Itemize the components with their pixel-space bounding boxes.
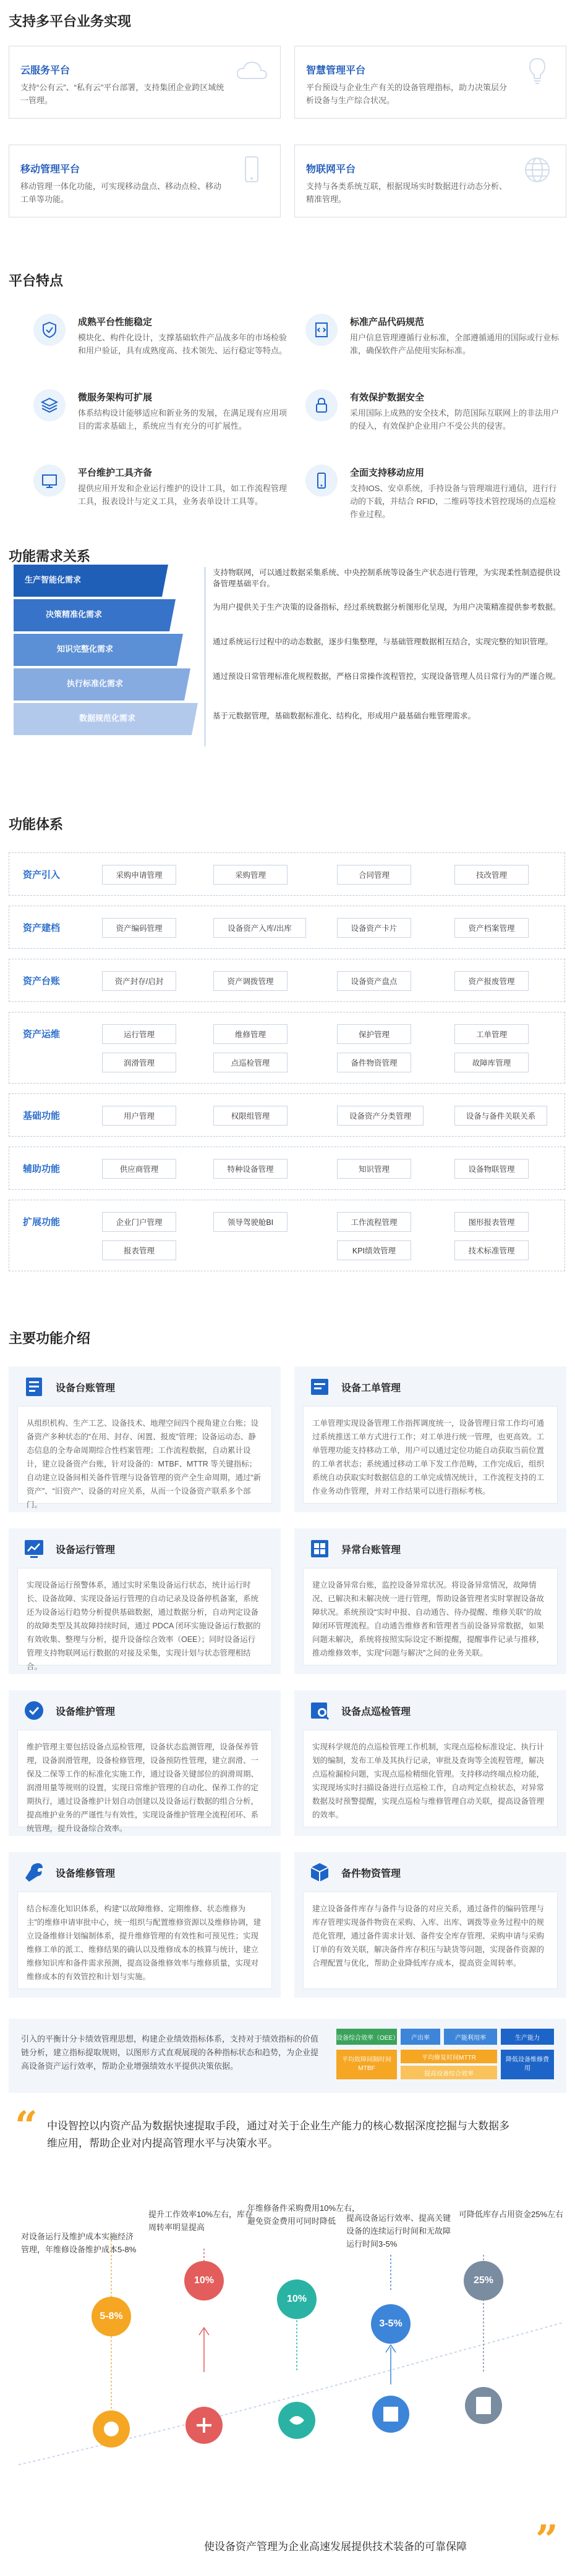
platform-card-title: 智慧管理平台 [306, 65, 366, 76]
workorder-icon [308, 1375, 331, 1399]
kpi-mtbf: 平均故障间隔时间MTBF [336, 2050, 397, 2079]
feature-desc: 模块化、构件化设计，支撑基础软件产品战多年的市场检验和用户验证，具有成熟度高、技术领先、运行稳定等特点。 [78, 333, 288, 355]
feature-item [305, 314, 571, 387]
system-row-label: 辅助功能 [23, 1164, 61, 1174]
stat-value: 10% [184, 2261, 224, 2300]
pyramid-divider [204, 567, 206, 746]
kpi-goal-cost: 降低设备维修费用 [501, 2050, 554, 2079]
system-item: 知识管理 [337, 1159, 411, 1179]
feature-title: 平台维护工具齐备 [78, 468, 153, 478]
bulb-icon [520, 56, 555, 86]
stat-value: 5-8% [92, 2297, 131, 2336]
platform-card-title: 云服务平台 [20, 65, 70, 76]
stat-desc: 可降低库存占用资金25%左右 [459, 2210, 564, 2219]
stat-desc: 年维修备件采购费用10%左右，避免资金费用可同时降低 [247, 2203, 360, 2226]
platform-card-iot [294, 145, 566, 217]
feature-item [33, 465, 299, 537]
function-card-desc: 建立设备异常台账，监控设备异常状况。将设备异常情况，故障情况、已解决和未解决统一进行管理，帮助设备管理者实时掌握设备故障状况。系统预设“实时申报、自动通告、待办提醒、维修关联”的故障闭环管理流程。自动通告维修者和管理者当前设备异常数据，如果问题未解决，系统将按照实际设定不断提醒，提醒事件记录与推移，推动维修效率，实现“问题与解决”之间的业务关联。 [303, 1568, 558, 1665]
system-item: 设备资产分类管理 [337, 1106, 424, 1126]
kpi-capacity-rate: 产能利用率 [444, 2029, 497, 2045]
function-card-title: 设备维修管理 [56, 1869, 116, 1879]
feature-title: 有效保护数据安全 [350, 392, 425, 403]
warning-icon [308, 1537, 331, 1560]
platform-card-smart [294, 46, 566, 119]
shield-check-icon [33, 314, 66, 346]
kpi-goal-oee: 提高设备综合效率 [401, 2066, 497, 2079]
pyramid-layer-desc: 基于元数据管理，基础数据标准化、结构化，形成用户最基础台账管理需求。 [213, 712, 476, 720]
function-card-header [9, 1528, 281, 1568]
function-card-header [9, 1690, 281, 1730]
function-card [9, 1528, 281, 1674]
function-card-header [294, 1852, 566, 1892]
function-card [9, 1366, 281, 1512]
function-card-desc: 从组织机构、生产工艺、设备技术、地理空间四个视角建立台账；设备资产多种状态的“在用、封存、闲置、报废”管理；设备运动态、静态信息的全寿命周期综合性档案管理；工作流程数据，自动累计设计，建立设备资产台账，针对设备的：MTBF、MTTR 等关键指标；自动建立设备间相关备件管理与设备管理的资产全生命周期，通过“新资产”、“旧资产”、设备的对应关系，从而一个设备资产联系多个部门。 [17, 1406, 272, 1504]
pyramid-layer-desc: 通过系统运行过程中的动态数据，逐步归集整理，与基础管理数据相互结合，实现完整的知识管理。 [213, 638, 553, 646]
function-card-header [294, 1366, 566, 1406]
feature-title: 成熟平台性能稳定 [78, 317, 153, 327]
system-row-operations [9, 1012, 565, 1084]
system-item: 权限组管理 [213, 1106, 288, 1126]
pyramid-layer-desc: 支持物联网，可以通过数据采集系统、中央控制系统等设备生产状态进行管理，为实现柔性制造提供设备管理基础平台。 [213, 568, 561, 588]
function-card-desc: 维护管理主要包括设备点巡检管理，设备状态监测管理，设备保养管理，设备润滑管理，设备检修管理，设备预防性管理，建立润滑、一保及二保等工作的标准化实施工作，通过设备关键部位的润滑周期、润滑用量等规则的设置，实现日常维护管理的自动化、保养工作的定期执行，通过设备维护计划自动创建以及设备运行数据的组合分析，提高维护业务的严谨性与有效性，实现设备维护管理全流程闭环、系统管理，提升设备综合效率。 [17, 1730, 272, 1827]
feature-item [33, 314, 299, 387]
system-row-extension [9, 1200, 565, 1271]
kpi-mttr: 平均修复时间MTTR [401, 2050, 497, 2063]
system-item: 供应商管理 [102, 1159, 176, 1179]
pyramid-layer-desc: 为用户提供关于生产决策的设备指标，经过系统数据分析图形化呈现，为用户决策精准提供参考数据。 [213, 603, 561, 612]
system-item: 图形报表管理 [454, 1212, 529, 1232]
globe-icon [520, 155, 555, 185]
function-card-header [294, 1690, 566, 1730]
system-row-archive [9, 906, 565, 949]
system-item: 设备物联管理 [454, 1159, 529, 1179]
feature-item [33, 389, 299, 462]
platform-card-cloud [9, 46, 281, 119]
system-row-label: 资产引入 [23, 870, 61, 880]
system-row-label: 资产建档 [23, 923, 61, 933]
system-item: 工作流程管理 [337, 1212, 411, 1232]
feature-desc: 支持IOS、安卓系统，手持设备与管理端进行通信，进行行动的下载，并结合 RFID，二维码等技术管控现场的点巡检作业过程。 [350, 484, 557, 519]
system-item: 报表管理 [102, 1240, 176, 1260]
feature-title: 标准产品代码规范 [350, 317, 425, 327]
platform-card-desc: 支持与各类系统互联，根据现场实时数据进行动态分析、精准管理。 [306, 182, 508, 204]
cloud-icon [234, 56, 269, 86]
function-card-title: 设备工单管理 [341, 1383, 401, 1394]
system-item: 采购申请管理 [102, 865, 176, 885]
section-title-main-functions: 主要功能介绍 [9, 1331, 91, 1346]
system-item: 技术标准管理 [454, 1240, 529, 1260]
system-row-auxiliary [9, 1147, 565, 1190]
code-doc-icon [305, 314, 338, 346]
feature-desc: 用户信息管理遵循行业标准，全部遵循通用的国际或行业标准，确保软件产品使用实际标准。 [350, 333, 560, 355]
pyramid-layer-desc: 通过预设日常管理标准化规程数据，严格日常操作流程管控，实现设备管理人员日常行为的严谨合规。 [213, 672, 561, 681]
function-card [294, 1690, 566, 1836]
system-item: 设备资产盘点 [337, 971, 411, 991]
kpi-capacity: 生产能力 [501, 2029, 554, 2045]
function-card-header [9, 1366, 281, 1406]
system-item: 工单管理 [454, 1024, 529, 1044]
stat-value: 3-5% [371, 2304, 411, 2344]
phone-icon [234, 155, 269, 185]
section-title-platforms: 支持多平台业务实现 [9, 14, 132, 29]
check-circle-icon [22, 1699, 46, 1722]
system-item: 维修管理 [213, 1024, 288, 1044]
function-card-title: 异常台账管理 [341, 1545, 401, 1555]
system-item: 资产档案管理 [454, 918, 529, 938]
box-icon [308, 1861, 331, 1884]
feature-item [305, 465, 571, 537]
feature-item [305, 389, 571, 462]
system-item: KPI绩效管理 [337, 1240, 411, 1260]
function-card-desc: 结合标准化知识体系，构建“以故障维修、定期维修、状态维修为主”的维修申请审批中心，统一组织与配置维修资源以及维修协调，建立设备维修计划编制体系，提升维修管理的有效性和可预见性；实现维修工单的派工、维修结果的确认以及维修成本的核算与统计，建立维修知识库和备件需求预测，提高设备维修效率与维修质量，实现对维修成本的有效管控和计划与实施。 [17, 1892, 272, 1989]
function-card-desc: 工单管理实现设备管理工作指挥调度统一，设备管理日常工作均可通过系统推送工单方式进行工作；对工单进行统一管理，也更高效。工单管理功能支持移动工单，用户可以通过定位功能自动获取当前位置的工单者状态；系统通过移动工单下发工作范畴，工作完成后，组织系统自动获取实时数据信息的工单完成情况统计，工作流程支持的工作业务动作管理，并对工作结果可以进行指标考核。 [303, 1406, 558, 1504]
wrench-icon [22, 1861, 46, 1884]
pyramid-layer-label: 决策精准化需求 [46, 610, 103, 619]
system-item: 特种设备管理 [213, 1159, 288, 1179]
system-item: 备件物资管理 [337, 1053, 411, 1072]
mobile-icon [305, 465, 338, 497]
section-title-requirements: 功能需求关系 [9, 549, 91, 564]
system-item: 运行管理 [102, 1024, 176, 1044]
summary-quote: 中设智控以内资产品为数据快速提取手段，通过对关于企业生产能力的核心数据深度挖掘与大数据多维应用，帮助企业对内提高管理水平与决策水平。 [47, 2120, 509, 2149]
stat-value: 10% [277, 2279, 317, 2319]
pyramid-layer-label: 生产智能化需求 [25, 575, 82, 584]
system-item: 设备资产卡片 [337, 918, 411, 938]
function-card-title: 设备台账管理 [56, 1383, 116, 1394]
function-card [9, 1690, 281, 1836]
system-item: 设备资产入库/出库 [213, 918, 306, 938]
lock-icon [305, 389, 338, 421]
system-row-ledger [9, 959, 565, 1002]
function-card-desc: 建立设备备件库存与备件与设备的对应关系，通过备件的编码管理与库存管理实现备件物资在采购、入库、出库、调拨等业务过程中的规范化管理，通过备件需求计划、备件安全库存管理、采购申请与采购订单的有效关联，解决备件库存积压与缺货等问题，实现备件资源的合理配置与优化，帮助企业降低库存成本，提高资金周转率。 [303, 1892, 558, 1989]
function-card-title: 备件物资管理 [341, 1869, 401, 1879]
platform-card-desc: 支持“公有云”、“私有云”平台部署，支持集团企业跨区域统一管理。 [20, 83, 224, 105]
system-row-label: 资产台账 [23, 976, 61, 987]
system-item: 技改管理 [454, 865, 529, 885]
section-title-features: 平台特点 [9, 273, 64, 288]
feature-desc: 提供应用开发和企业运行维护的设计工具，如工作流程管理工具，报表设计与定义工具，业务表单设计工具等。 [78, 484, 288, 506]
system-item: 合同管理 [337, 865, 411, 885]
function-card-title: 设备点巡检管理 [341, 1707, 411, 1717]
footer-slogan: 使设备资产管理为企业高速发展提供技术装备的可靠保障 [204, 2541, 467, 2553]
system-row-label: 基础功能 [23, 1111, 61, 1121]
system-item: 采购管理 [213, 865, 288, 885]
platform-card-desc: 平台预设与企业生产有关的设备管理指标，助力决策层分析设备与生产综合状况。 [306, 83, 508, 105]
function-card-title: 设备维护管理 [56, 1707, 116, 1717]
inspect-icon [308, 1699, 331, 1722]
quote-mark-close-icon: ” [535, 2517, 558, 2563]
platform-card-desc: 移动管理一体化功能，可实现移动盘点、移动点检、移动工单等功能。 [20, 182, 222, 204]
function-card [294, 1852, 566, 1998]
platform-card-title: 物联网平台 [306, 164, 356, 175]
requirements-pyramid [14, 558, 199, 762]
gauge-icon [22, 1537, 46, 1560]
platform-card-mobile [9, 145, 281, 217]
section-title-system: 功能体系 [9, 817, 64, 832]
system-item: 用户管理 [102, 1106, 176, 1126]
feature-title: 微服务架构可扩展 [78, 392, 153, 403]
system-item: 资产报废管理 [454, 971, 529, 991]
function-card [294, 1366, 566, 1512]
system-item: 点巡检管理 [213, 1053, 288, 1072]
function-card-desc: 实现科学规范的点巡检管理工作机制，实现点巡检标准设定、执行计划的编制，发布工单及其执行记录，审批及查询等全流程管理，解决点巡检漏检问题，实现点巡检精细化管理。支持移动终端点检功能，实现现场实时扫描设备进行点巡检工作，自动判定点检状态，对异常数据及时预警提醒，实现点巡检与维修管理自动关联，提高设备管理的效率。 [303, 1730, 558, 1827]
function-card-header [9, 1852, 281, 1892]
platform-card-title: 移动管理平台 [20, 164, 80, 175]
system-item: 润滑管理 [102, 1053, 176, 1072]
kpi-diagram [336, 2029, 559, 2084]
system-item: 企业门户管理 [102, 1212, 176, 1232]
system-row-label: 资产运维 [23, 1029, 61, 1040]
function-card-title: 设备运行管理 [56, 1545, 116, 1555]
system-item: 领导驾驶舱BI [213, 1212, 288, 1232]
feature-desc: 采用国际上成熟的安全技术，防范国际互联网上的非法用户的侵入，有效保护企业用户不受公共的侵害。 [350, 408, 560, 431]
system-item: 保护管理 [337, 1024, 411, 1044]
feature-title: 全面支持移动应用 [350, 468, 425, 478]
pyramid-layer-label: 执行标准化需求 [67, 679, 124, 688]
stat-desc: 对设备运行及维护成本实施经济管理，年维修设备维护成本5-8% [21, 2232, 137, 2254]
system-row-basic [9, 1093, 565, 1137]
function-card [294, 1528, 566, 1674]
kpi-output: 产出率 [401, 2029, 440, 2045]
system-item: 资产调拨管理 [213, 971, 288, 991]
stat-value: 25% [464, 2261, 503, 2300]
pyramid-layer-label: 知识完整化需求 [57, 644, 114, 654]
system-row-label: 扩展功能 [23, 1217, 61, 1227]
quote-mark-icon: “ [15, 2103, 38, 2149]
tools-icon [33, 465, 66, 497]
system-item: 设备与备件关联关系 [454, 1106, 547, 1126]
stat-desc: 提高设备运行效率、提高关键设备的连续运行时间和无故障运行时间3-5% [346, 2213, 451, 2249]
feature-desc: 体系结构设计能够适应和新业务的发展，在满足现有应用项目的需求基础上，系统应当有充分的可扩展性。 [78, 408, 288, 431]
kpi-intro: 引入的平衡计分卡绩效管理思想，构建企业绩效指标体系，支持对于绩效指标的价值链分析，建立指标提取规则，以图形方式直观展现的各种指标状态和趋势，为企业提高设备资产运行效率，帮助企业增强绩效水平提供决策依据。 [21, 2034, 319, 2071]
pyramid-layer-label: 数据规范化需求 [79, 713, 136, 723]
function-card [9, 1852, 281, 1998]
ledger-icon [22, 1375, 46, 1399]
system-item: 资产封存/启封 [102, 971, 176, 991]
system-row-intro [9, 852, 565, 896]
function-card-header [294, 1528, 566, 1568]
function-card-desc: 实现设备运行预警体系，通过实时采集设备运行状态，统计运行时长、设备故障、实现设备运行管理的自动记录及设备停机备案，系统还为设备运行趋势分析提供基础数据，通过数据分析，自动判定设备的故障类型及其故障持续时间，通过 PDCA 闭环实施设备运行数据的有效收集、整理与分析，提升设备综合效率（OEE）；同时设备运行管理支持物联网运行数据的对接及采集，实现计划与状态管理相结合。 [17, 1568, 272, 1665]
kpi-oee: 设备综合效率（OEE） [336, 2029, 397, 2045]
system-item: 故障库管理 [454, 1053, 529, 1072]
stat-desc: 提升工作效率10%左右，库存周转率明显提高 [148, 2210, 253, 2232]
kpi-panel [9, 2019, 566, 2093]
system-item: 资产编码管理 [102, 918, 176, 938]
layers-icon [33, 389, 66, 421]
